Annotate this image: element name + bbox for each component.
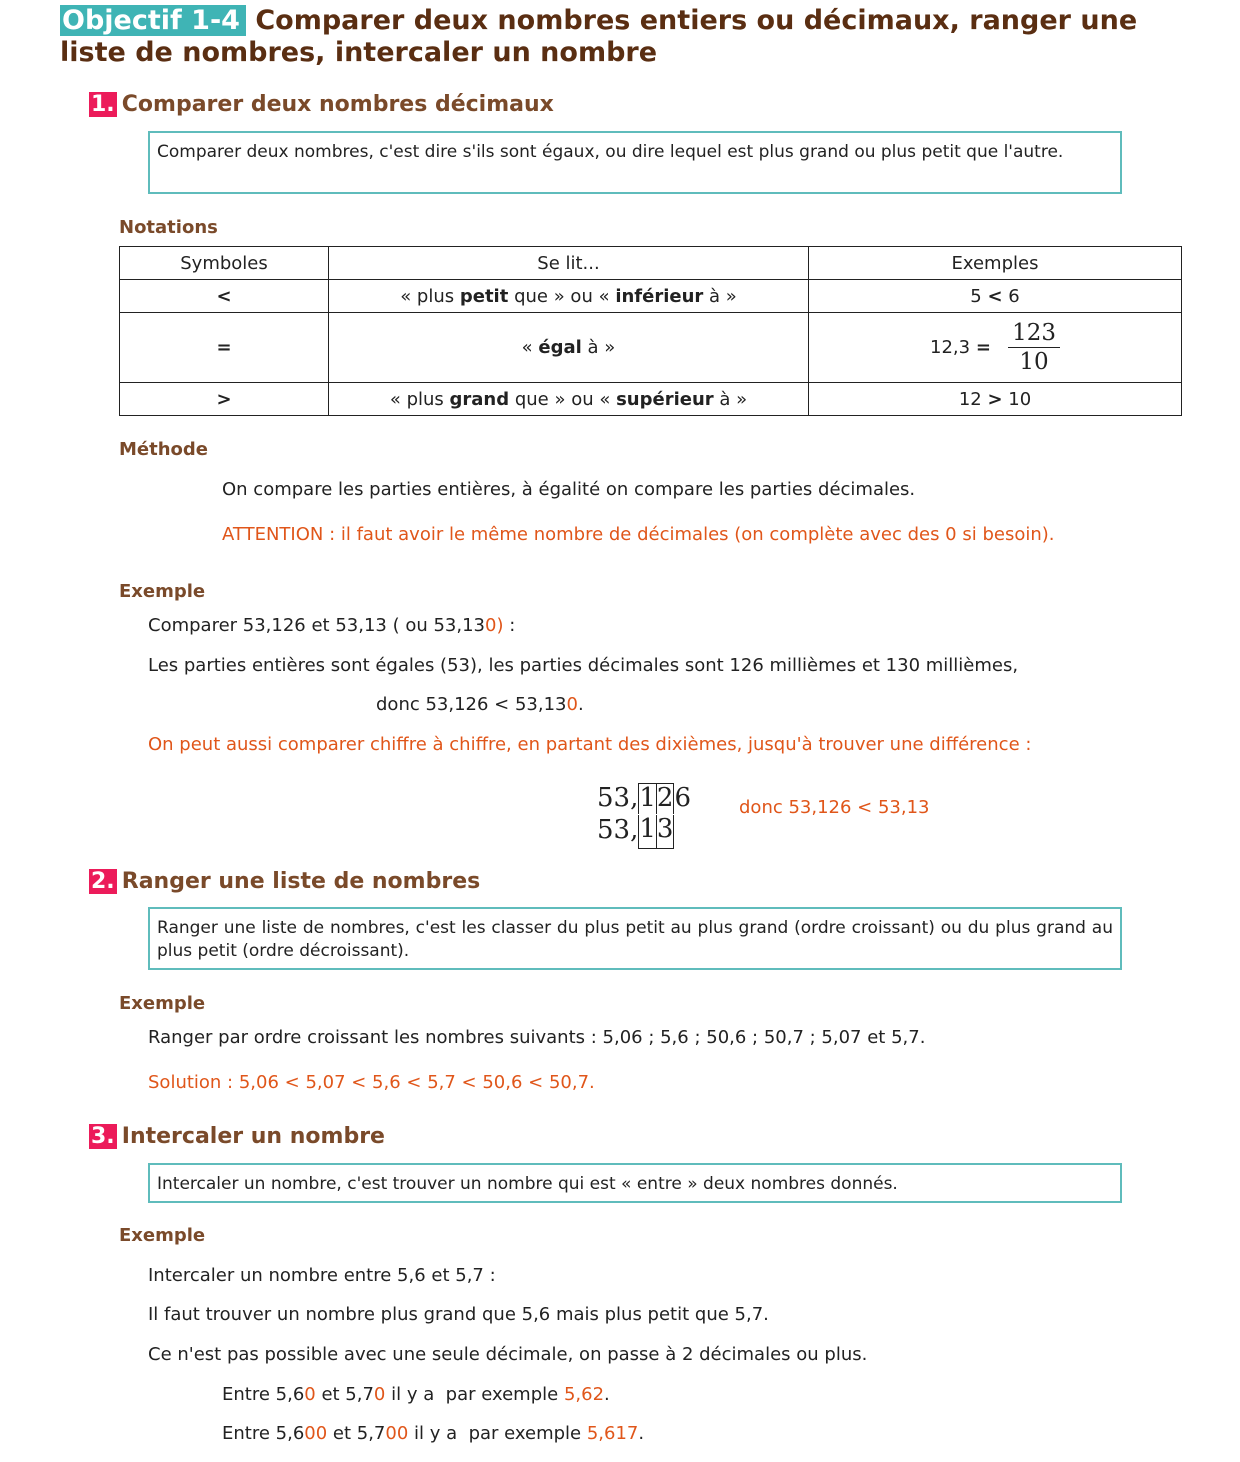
section-3-title: Intercaler un nombre: [121, 1124, 385, 1149]
reading-bold: égal: [538, 337, 582, 358]
title-line-2: liste de nombres, intercaler un nombre: [60, 37, 658, 68]
example-line: Les parties entières sont égales (53), les parties décimales sont 126 millièmes et 130 millièmes,: [148, 655, 1019, 676]
table-row: [120, 280, 1182, 313]
example-text: 5: [970, 285, 988, 307]
fraction-denominator: 10: [1019, 349, 1049, 375]
highlight-text: 5,617: [586, 1423, 639, 1444]
example-text: donc 53,126 < 53,13: [376, 694, 567, 715]
example-operator: =: [975, 337, 991, 358]
solution-text: Solution : 5,06 < 5,07 < 5,6 < 5,7 < 50,6 < 50,7.: [148, 1072, 595, 1093]
reading-text: « plus: [400, 285, 460, 307]
section-3-definition: Intercaler un nombre, c'est trouver un nombre qui est « entre » deux nombres donnés.: [148, 1163, 1122, 1203]
table-header-cell: Se lit...: [329, 247, 809, 280]
notations-label: Notations: [119, 217, 218, 238]
example-text: .: [638, 1423, 645, 1444]
example-text: Comparer 53,126 et 53,13 ( ou 53,13: [148, 615, 485, 636]
example-text: :: [503, 615, 516, 636]
table-header-row: [120, 247, 1182, 280]
section-1-number: 1.: [91, 92, 115, 117]
fraction: [1008, 319, 1060, 376]
highlight-text: 0): [485, 615, 504, 636]
table-header-cell: Symboles: [120, 247, 329, 280]
symbol-cell: >: [120, 383, 329, 416]
example-cell: [809, 313, 1182, 383]
example-line: On peut aussi comparer chiffre à chiffre, en partant des dixièmes, jusqu'à trouver une différence :: [148, 734, 1032, 755]
highlight-text: 00: [385, 1423, 409, 1444]
table-row: [120, 313, 1182, 383]
boxed-digit: 3: [657, 815, 675, 849]
example-text: 12,3: [930, 337, 976, 358]
digit-conclusion: donc 53,126 < 53,13: [739, 797, 930, 818]
symbol-cell: =: [120, 313, 329, 383]
example-line: Ranger par ordre croissant les nombres suivants : 5,06 ; 5,6 ; 50,6 ; 50,7 ; 5,07 et 5,7.: [148, 1027, 926, 1048]
page-title: [60, 5, 1137, 36]
example-text: 10: [1002, 388, 1032, 410]
exemple-label: Exemple: [119, 993, 206, 1014]
example-text: il y a par exemple: [408, 1423, 587, 1444]
table-header-cell: Exemples: [809, 247, 1182, 280]
section-1-heading: [89, 92, 554, 117]
boxed-digit: 1: [639, 783, 656, 813]
reading-text: que » ou «: [509, 388, 617, 410]
example-text: il y a par exemple: [385, 1384, 564, 1405]
symbol-cell: <: [120, 280, 329, 313]
example-line: Il faut trouver un nombre plus grand que 5,6 mais plus petit que 5,7.: [148, 1304, 769, 1325]
fraction-numerator: 123: [1008, 319, 1060, 348]
reading-cell: [329, 280, 809, 313]
section-2-title: Ranger une liste de nombres: [121, 869, 481, 894]
section-3-number: 3.: [91, 1124, 115, 1149]
example-text: Entre 5,6: [222, 1423, 305, 1444]
example-text: et 5,7: [315, 1384, 374, 1405]
reading-bold: inférieur: [615, 285, 704, 307]
section-1-title: Comparer deux nombres décimaux: [121, 92, 554, 117]
number-line-1: [597, 783, 691, 815]
example-cell: [809, 280, 1182, 313]
reading-text: « plus: [389, 388, 450, 410]
reading-cell: [329, 313, 809, 383]
reading-cell: [329, 383, 809, 416]
digits: 53,: [597, 783, 639, 813]
section-2-number: 2.: [91, 869, 115, 894]
objective-tag: Objectif 1-4: [60, 5, 246, 36]
exemple-label: Exemple: [119, 581, 206, 602]
boxed-digit: 1: [638, 815, 657, 849]
example-text: 12: [958, 388, 988, 410]
section-2-definition: Ranger une liste de nombres, c'est les classer du plus petit au plus grand (ordre croissant) ou du plus grand au plus petit (ordre décroissant).: [148, 907, 1122, 970]
example-cell: [809, 383, 1182, 416]
reading-bold: supérieur: [616, 388, 714, 410]
digits: 6: [674, 783, 691, 813]
example-text: 6: [1002, 285, 1020, 307]
example-line: [148, 615, 515, 636]
digit-comparison: [597, 783, 691, 849]
methode-label: Méthode: [119, 439, 208, 460]
exemple-label: Exemple: [119, 1225, 206, 1246]
table-row: [120, 383, 1182, 416]
example-line: [376, 694, 584, 715]
example-operator: <: [987, 285, 1003, 307]
number-line-2: [597, 815, 691, 849]
reading-bold: petit: [459, 285, 509, 307]
section-2-heading: [89, 869, 480, 894]
title-line-1: Comparer deux nombres entiers ou décimaux, ranger une: [245, 5, 1138, 36]
notations-table: [119, 246, 1182, 416]
reading-text: que » ou «: [508, 285, 616, 307]
example-line: Intercaler un nombre entre 5,6 et 5,7 :: [148, 1265, 496, 1286]
reading-text: à »: [703, 285, 737, 307]
example-text: et 5,7: [327, 1423, 386, 1444]
highlight-text: 0: [304, 1384, 316, 1405]
reading-text: à »: [713, 388, 748, 410]
example-text: .: [577, 694, 584, 715]
highlight-text: 0: [566, 694, 578, 715]
reading-bold: grand: [449, 388, 510, 410]
boxed-digit: 2: [656, 783, 674, 813]
highlight-text: 00: [304, 1423, 328, 1444]
example-operator: >: [987, 388, 1003, 410]
highlight-text: 0: [373, 1384, 386, 1405]
example-line: Ce n'est pas possible avec une seule décimale, on passe à 2 décimales ou plus.: [148, 1344, 868, 1365]
digits: 53,: [597, 815, 639, 845]
example-line: [222, 1384, 610, 1405]
example-text: .: [604, 1384, 610, 1405]
example-text: Entre 5,6: [222, 1384, 305, 1405]
methode-text: On compare les parties entières, à égalité on compare les parties décimales.: [222, 479, 916, 500]
highlight-text: 5,62: [563, 1384, 605, 1405]
reading-text: à »: [581, 337, 616, 358]
example-line: [222, 1423, 644, 1444]
reading-text: «: [521, 337, 539, 358]
section-3-heading: [89, 1124, 385, 1149]
attention-text: ATTENTION : il faut avoir le même nombre de décimales (on complète avec des 0 si besoin).: [222, 524, 1055, 545]
section-1-definition: Comparer deux nombres, c'est dire s'ils sont égaux, ou dire lequel est plus grand ou plus petit que l'autre.: [148, 131, 1122, 194]
